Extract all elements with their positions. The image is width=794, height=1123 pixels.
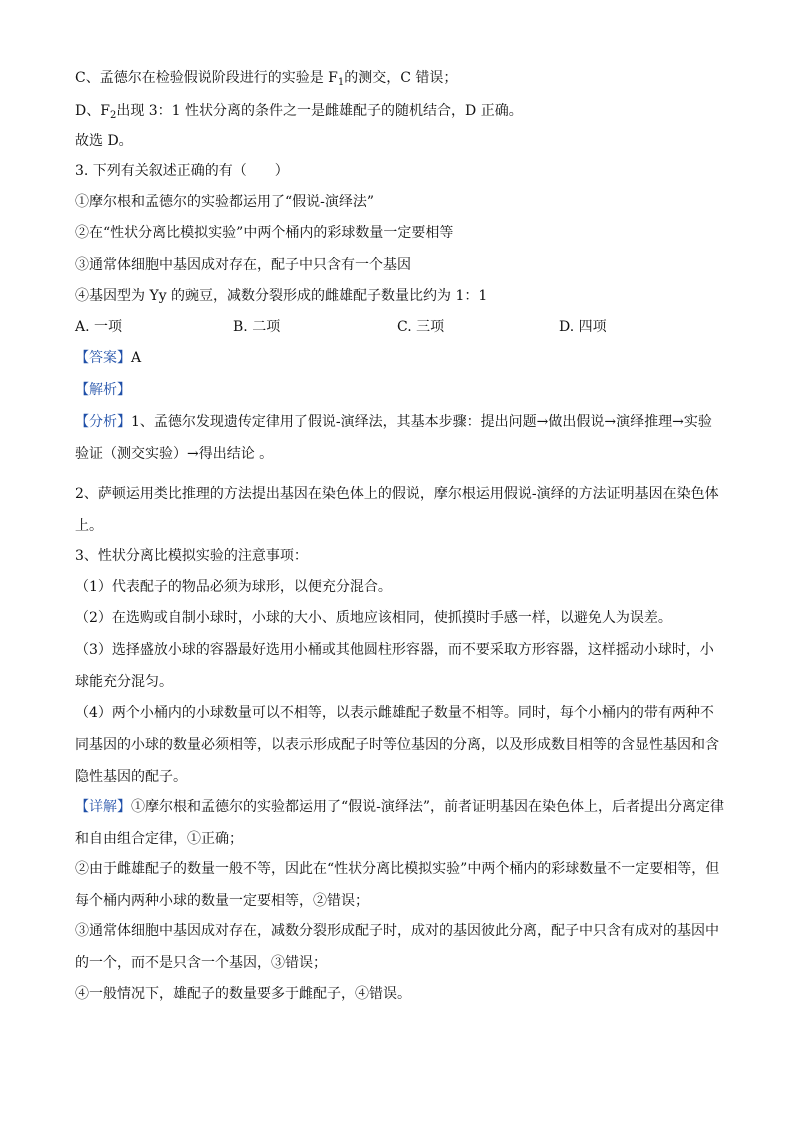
detail-1 xyxy=(75,791,725,855)
analysis-point-1 xyxy=(75,406,725,470)
fenxi-label: 【分析】 xyxy=(75,414,131,430)
analysis-text: 1、孟德尔发现遗传定律用了假说-演绎法，其基本步骤：提出问题→做出假说→演绎推理→实验验证（测交实验）→得出结论 。 xyxy=(75,414,712,462)
option-c-explanation xyxy=(75,68,725,88)
detail-3: ③通常体细胞中基因成对存在，减数分裂形成配子时，成对的基因彼此分离，配子中只含有成对的基因中的一个，而不是只含一个基因，③错误； xyxy=(75,923,719,971)
text-segment: D、F xyxy=(75,103,110,119)
analysis-point-2: 2、萨顿运用类比推理的方法提出基因在染色体上的假说，摩尔根运用假说-演绎的方法证明基因在染色体上。 xyxy=(75,486,719,534)
subscript: 1 xyxy=(337,77,345,88)
text-segment: 的测交，C 错误； xyxy=(344,70,458,86)
option-b: B. 二项 xyxy=(233,319,281,335)
note-4: （4）两个小桶内的小球数量可以不相等，以表示雌雄配子数量不相等。同时，每个小桶内的带有两种不同基因的小球的数量必须相等，以表示形成配子时等位基因的分离，以及形成数目相等的含显性基因和含隐性基因的配子。 xyxy=(75,705,719,785)
option-d-explanation xyxy=(75,101,725,121)
subscript: 2 xyxy=(109,110,117,121)
answer-line xyxy=(75,348,725,368)
detail-text: ①摩尔根和孟德尔的实验都运用了“假说-演绎法”，前者证明基因在染色体上，后者提出分离定律和自由组合定律，①正确； xyxy=(75,799,725,847)
analysis-label: 【解析】 xyxy=(75,382,131,398)
note-3: （3）选择盛放小球的容器最好选用小桶或其他圆柱形容器，而不要采取方形容器，这样摇动小球时，小球能充分混匀。 xyxy=(75,642,714,690)
statement-3: ③通常体细胞中基因成对存在，配子中只含有一个基因 xyxy=(75,257,411,273)
answer-value: A xyxy=(131,350,142,366)
text-segment: 出现 3：1 性状分离的条件之一是雌雄配子的随机结合，D 正确。 xyxy=(116,103,523,119)
option-a: A. 一项 xyxy=(75,319,123,335)
detail-label: 【详解】 xyxy=(75,799,131,815)
analysis-point-3: 3、性状分离比模拟实验的注意事项： xyxy=(75,548,308,564)
text-segment: C、孟德尔在检验假说阶段进行的实验是 F xyxy=(75,70,338,86)
statement-2: ②在“性状分离比模拟实验”中两个桶内的彩球数量一定要相等 xyxy=(75,225,454,241)
option-d: D. 四项 xyxy=(559,319,607,335)
option-c: C. 三项 xyxy=(397,319,445,335)
note-1: （1）代表配子的物品必须为球形，以便充分混合。 xyxy=(75,579,392,595)
choose-line: 故选 D。 xyxy=(75,133,133,149)
statement-4: ④基因型为 Yy 的豌豆，减数分裂形成的雌雄配子数量比约为 1：1 xyxy=(75,288,488,304)
detail-2: ②由于雌雄配子的数量一般不等，因此在“性状分离比模拟实验”中两个桶内的彩球数量不一定要相等，但每个桶内两种小球的数量一定要相等，②错误； xyxy=(75,861,720,909)
detail-4: ④一般情况下，雄配子的数量要多于雌配子，④错误。 xyxy=(75,986,411,1002)
statement-1: ①摩尔根和孟德尔的实验都运用了“假说-演绎法” xyxy=(75,194,375,210)
question-3-stem: 3. 下列有关叙述正确的有（ ） xyxy=(75,163,289,179)
answer-label: 【答案】 xyxy=(75,350,131,366)
note-2: （2）在选购或自制小球时，小球的大小、质地应该相同，使抓摸时手感一样，以避免人为误差。 xyxy=(75,610,672,626)
